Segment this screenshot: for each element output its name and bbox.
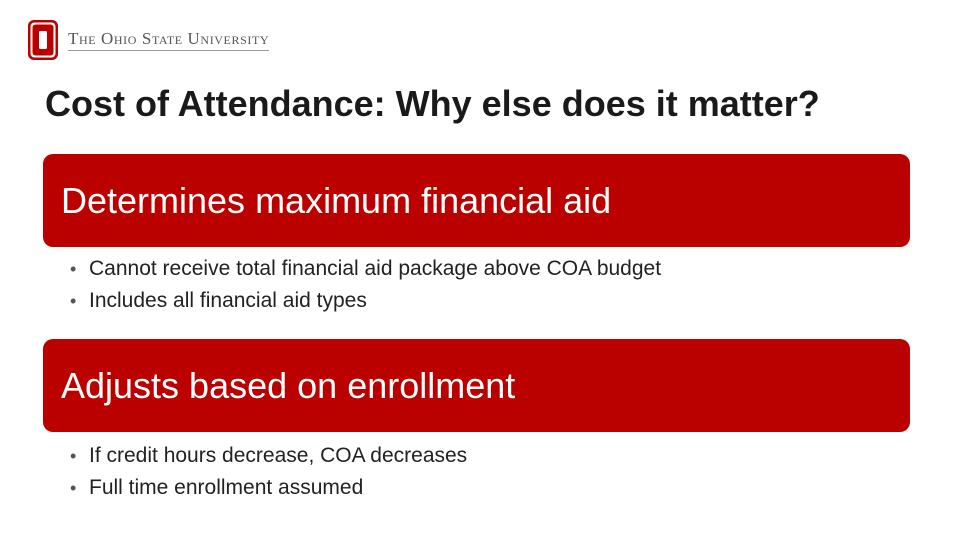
university-name: The Ohio State University: [68, 30, 269, 51]
bullet-item: • Cannot receive total financial aid package above COA budget: [70, 253, 661, 285]
bullet-list-enrollment: [70, 440, 467, 504]
bullet-list-max-aid: [70, 253, 661, 317]
section-heading: Adjusts based on enrollment: [61, 364, 516, 406]
section-heading: Determines maximum financial aid: [61, 179, 612, 221]
bullet-item: • Full time enrollment assumed: [70, 472, 467, 504]
block-o-logo-icon: [28, 20, 58, 60]
section-banner-enrollment: [43, 339, 910, 432]
bullet-item: • If credit hours decrease, COA decreases: [70, 440, 467, 472]
section-banner-max-aid: [43, 154, 910, 247]
university-logo: [28, 18, 269, 62]
bullet-item: • Includes all financial aid types: [70, 285, 661, 317]
slide-title: Cost of Attendance: Why else does it matter?: [45, 83, 820, 124]
